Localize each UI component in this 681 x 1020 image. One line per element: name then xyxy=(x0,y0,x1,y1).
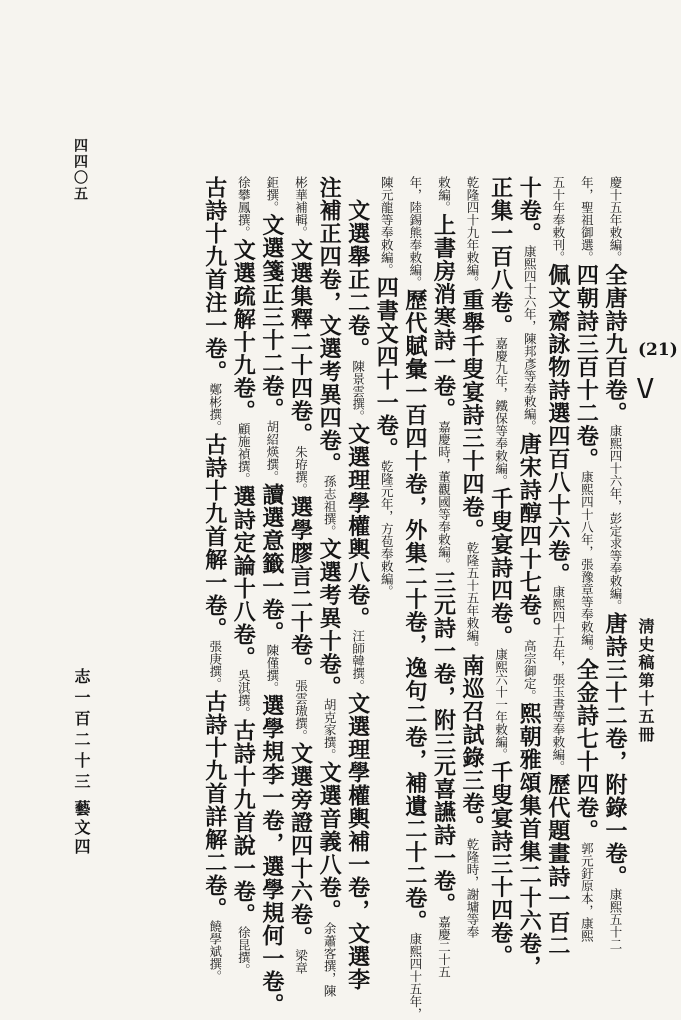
book-entry-title: 上書房消寒詩一卷。 xyxy=(430,214,456,421)
book-entry-title: 古詩十九首解一卷。 xyxy=(202,433,228,640)
book-entry-note: 康熙四十五年， xyxy=(408,933,423,1020)
book-entry-note: 嘉慶九年，鐵保等奉敕編。 xyxy=(494,337,509,487)
body-text xyxy=(81,176,629,936)
book-entry-title: 文選疏解十九卷。 xyxy=(230,239,256,423)
book-entry-title: 文選理學權輿補一卷，文選李 xyxy=(345,692,371,991)
book-entry-note: 梁章 xyxy=(293,949,308,974)
book-entry-note: 彬華補輯。 xyxy=(293,176,308,239)
book-entry-note: 饒學斌撰。 xyxy=(208,920,223,983)
book-entry-note: 康熙四十八年，張豫章等奉敕編。 xyxy=(579,471,594,659)
book-entry-note: 年，陸錫熊奉敕編。 xyxy=(408,176,423,289)
book-entry-note: 康熙六十一年敕編。 xyxy=(494,648,509,761)
book-entry-title: 文選集釋二十四卷。 xyxy=(287,239,313,446)
text-column xyxy=(515,176,544,936)
book-entry-title: 千叟宴詩四卷。 xyxy=(488,487,514,648)
book-entry-title: 熙朝雅頌集首集二十六卷， xyxy=(516,702,542,978)
book-entry-note: 嘉慶時，董觀國等奉敕編。 xyxy=(436,421,451,571)
book-entry-note: 康熙四十六年，陳邦彥等奉敕編。 xyxy=(522,245,537,433)
book-entry-note: 陳景雲撰。 xyxy=(351,360,366,423)
book-entry-title: 文選舉正二卷。 xyxy=(345,176,371,360)
book-entry-title: 正集一百八卷。 xyxy=(488,176,514,337)
book-entry-title: 三元詩一卷，附三元喜讌詩一卷。 xyxy=(430,571,456,916)
book-entry-note: 徐昆撰。 xyxy=(236,926,251,976)
book-entry-title: 文選旁證四十六卷。 xyxy=(287,742,313,949)
book-entry-note: 吳淇撰。 xyxy=(236,669,251,719)
book-entry-note: 陳僅撰。 xyxy=(265,644,280,694)
book-entry-title: 文選音義八卷。 xyxy=(316,761,342,922)
book-entry-title: 古詩十九首詳解二卷。 xyxy=(202,690,228,920)
book-entry-note: 乾隆元年，方苞奉敕編。 xyxy=(379,460,394,598)
book-entry-title: 文選考異十卷。 xyxy=(316,538,342,699)
text-column xyxy=(400,176,429,936)
book-entry-note: 敕編。 xyxy=(436,176,451,214)
text-column xyxy=(429,176,458,936)
book-entry-note: 康熙四十五年，張玉書等奉敕編。 xyxy=(551,586,566,774)
book-entry-note: 胡紹煐撰。 xyxy=(265,421,280,484)
book-entry-note: 年，聖祖御選。 xyxy=(579,176,594,264)
book-entry-title: 注補正四卷，文選考異四卷。 xyxy=(316,176,342,475)
book-entry-note: 顧施禎撰。 xyxy=(236,423,251,486)
book-entry-title: 重舉千叟宴詩三十四卷。 xyxy=(459,289,485,542)
book-entry-title: 十卷。 xyxy=(516,176,542,245)
book-entry-note: 乾隆五十五年敕編。 xyxy=(465,542,480,655)
book-entry-note: 陳元龍等奉敕編。 xyxy=(379,176,394,276)
section-label: 藝文四 xyxy=(70,800,93,857)
book-entry-note: 朱珔撰。 xyxy=(293,446,308,496)
text-column xyxy=(229,176,258,936)
text-column xyxy=(372,176,401,936)
text-column xyxy=(543,176,572,936)
book-entry-title: 文選理學權輿八卷。 xyxy=(345,423,371,630)
book-entry-title: 文選箋正三十二卷。 xyxy=(259,214,285,421)
book-entry-note: 乾隆時，謝墉等奉 xyxy=(465,838,480,938)
text-column xyxy=(343,176,372,936)
book-entry-title: 佩文齋詠物詩選四百八十六卷。 xyxy=(545,264,571,586)
book-entry-title: 全金詩七十四卷。 xyxy=(573,658,599,842)
text-column xyxy=(572,176,601,936)
text-column xyxy=(286,176,315,936)
book-entry-title: 四朝詩三百十二卷。 xyxy=(573,264,599,471)
book-entry-title: 唐詩三十二卷，附錄一卷。 xyxy=(602,612,628,888)
book-entry-note: 慶十五年敕編。 xyxy=(608,176,623,264)
book-entry-title: 古詩十九首說一卷。 xyxy=(230,719,256,926)
volume-label: 志一百二十三 xyxy=(70,668,93,794)
book-entry-note: 張庚撰。 xyxy=(208,640,223,690)
book-entry-title: 歷代題畫詩一百二 xyxy=(545,773,571,957)
book-entry-note: 高宗御定。 xyxy=(522,640,537,703)
book-title: 淸史稿第十五冊 xyxy=(634,618,657,744)
page-number: 四四〇五 xyxy=(70,138,90,202)
book-entry-title: 歷代賦彙一百四十卷，外集二十卷，逸句二卷，補遺二十二卷。 xyxy=(402,289,428,933)
book-entry-note: 乾隆四十九年敕編。 xyxy=(465,176,480,289)
book-entry-note: 胡克家撰。 xyxy=(322,699,337,762)
margin-mark-symbol: \/ xyxy=(637,373,653,402)
text-column xyxy=(314,176,343,936)
text-column xyxy=(600,176,629,936)
book-entry-title: 古詩十九首注一卷。 xyxy=(202,176,228,383)
text-column xyxy=(200,176,229,936)
book-entry-note: 嘉慶二十五 xyxy=(436,916,451,979)
margin-mark: (21) xyxy=(638,340,678,360)
book-entry-note: 康熙四十六年，彭定求等奉敕編。 xyxy=(608,425,623,613)
book-entry-note: 張雲璈撰。 xyxy=(293,680,308,743)
book-entry-title: 千叟宴詩三十四卷。 xyxy=(488,761,514,968)
book-entry-title: 選詩定論十八卷。 xyxy=(230,485,256,669)
book-entry-title: 選學膠言二十卷。 xyxy=(287,496,313,680)
book-entry-title: 讀選意籤一卷。 xyxy=(259,483,285,644)
book-entry-note: 郭元釪原本，康熙 xyxy=(579,842,594,942)
book-entry-title: 選學規李一卷，選學規何一卷。 xyxy=(259,694,285,1016)
book-entry-note: 余蕭客撰，陳 xyxy=(322,922,337,997)
book-entry-title: 全唐詩九百卷。 xyxy=(602,264,628,425)
book-entry-note: 孫志祖撰。 xyxy=(322,475,337,538)
book-entry-note: 康熙五十二 xyxy=(608,888,623,951)
book-entry-title: 唐宋詩醇四十七卷。 xyxy=(516,433,542,640)
book-entry-note: 汪師韓撰。 xyxy=(351,630,366,693)
book-entry-title: 南巡召試錄三卷。 xyxy=(459,654,485,838)
book-entry-note: 徐攀鳳撰。 xyxy=(236,176,251,239)
text-column xyxy=(486,176,515,936)
text-column xyxy=(457,176,486,936)
book-entry-title: 四書文四十一卷。 xyxy=(373,276,399,460)
book-entry-note: 鄭彬撰。 xyxy=(208,383,223,433)
book-entry-note: 五十年奉敕刊。 xyxy=(551,176,566,264)
text-column xyxy=(257,176,286,936)
book-entry-note: 鉅撰。 xyxy=(265,176,280,214)
